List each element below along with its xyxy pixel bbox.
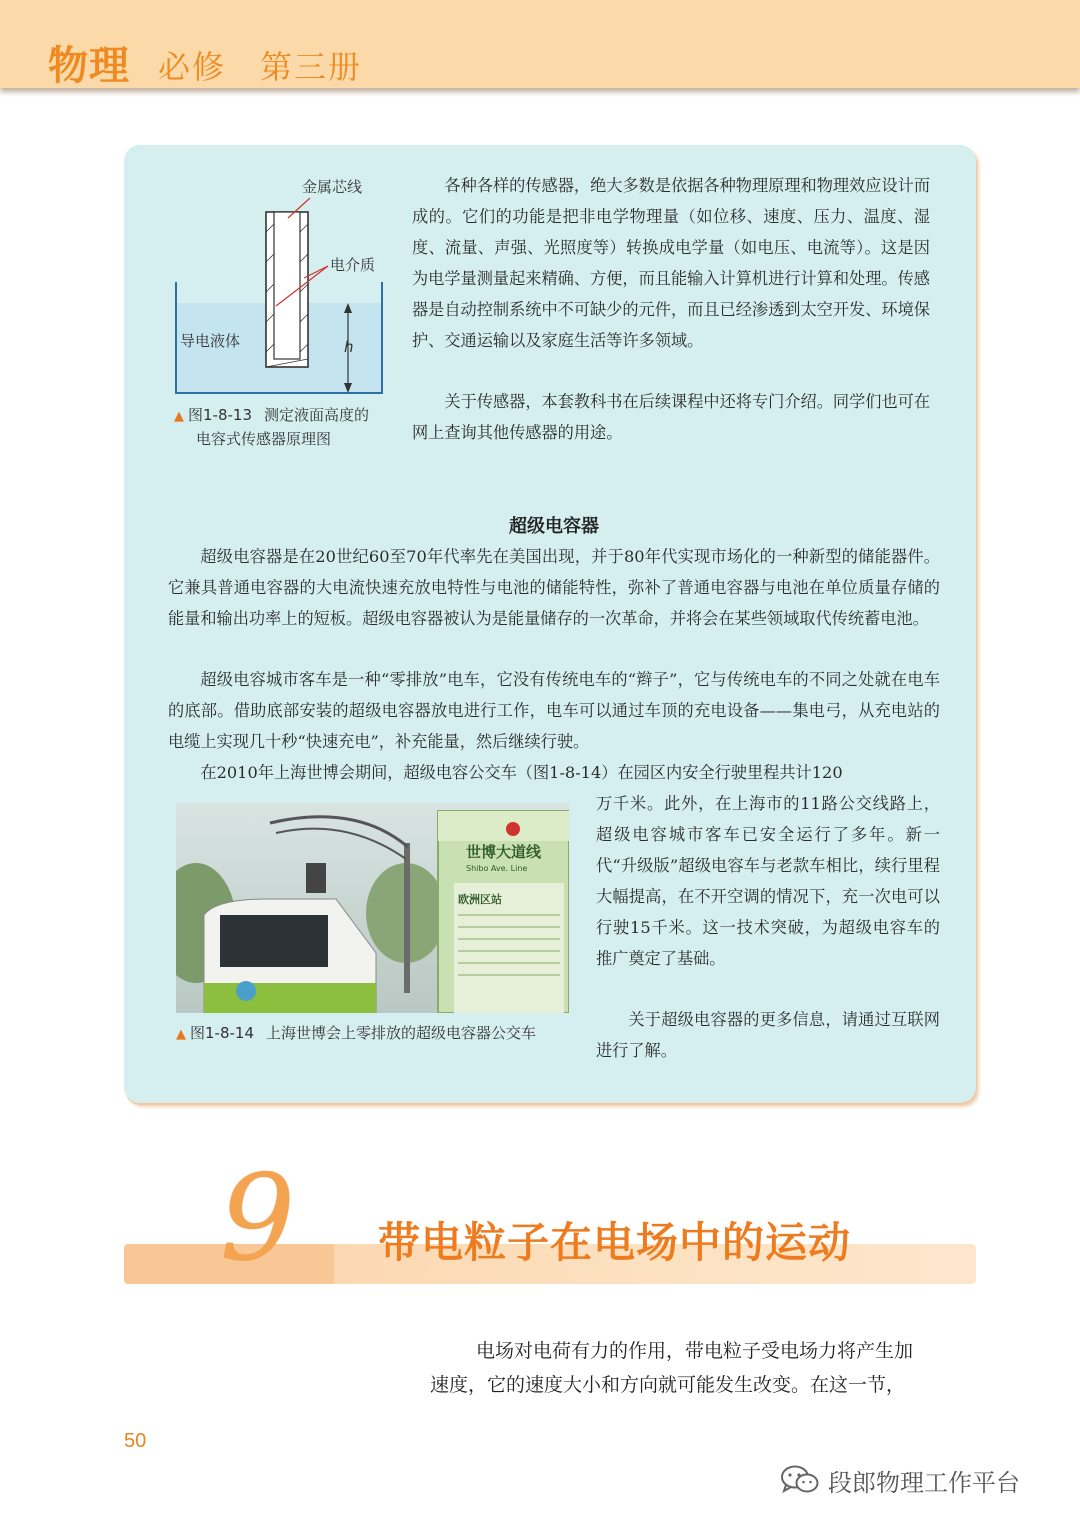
sign-station: 欧洲区站 — [458, 893, 502, 906]
book-subtitle: 必修 第三册 — [158, 48, 363, 86]
sign-title: 世博大道线 — [466, 843, 542, 861]
supercap-paragraph-2: 超级电容城市客车是一种“零排放”电车，它没有传统电车的“辫子”，它与传统电车的不同之处就在电车的底部。借助底部安装的超级电容器放电进行工作，电车可以通过车顶的充电设备——集电弓，从充电站的电缆上实现几十秒“快速充电”，补充能量，然后继续行驶。 — [168, 670, 940, 751]
section-body-line1: 电场对电荷有力的作用，带电粒子受电场力将产生加 — [476, 1340, 914, 1362]
dielectric-label: 电介质 — [330, 256, 376, 274]
watermark-text: 段郎物理工作平台 — [828, 1468, 1020, 1497]
intro-paragraph-1: 各种各样的传感器，绝大多数是依据各种物理原理和物理效应设计而成的。它们的功能是把非电学物理量（如位移、速度、压力、温度、湿度、流量、声强、光照度等）转换成电学量（如电压、电流等）。这是因为电学量测量起来精确、方便，而且能输入计算机进行计算和处理。传感器是自动控制系统中不可缺少的元件，而且已经渗透到太空开发、环境保护、交通运输以及家庭生活等许多领域。 — [412, 176, 931, 350]
book-title: 物理 — [48, 43, 130, 89]
page-number: 50 — [124, 1430, 147, 1452]
supercap-paragraph-1: 超级电容器是在20世纪60至70年代率先在美国出现，并于80年代实现市场化的一种新型的储能器件。它兼具普通电容器的大电流快速充放电特性与电池的储能特性，弥补了普通电容器与电池在单位质量存储的能量和输出功率上的短板。超级电容器被认为是能量储存的一次革命，并将会在某些领域取代传统蓄电池。 — [168, 547, 940, 628]
figure1-caption — [174, 404, 414, 451]
capacitive-sensor-diagram — [168, 172, 398, 412]
section-body — [430, 1334, 978, 1402]
section-title: 带电粒子在电场中的运动 — [378, 1218, 852, 1267]
sign-subtitle: Shibo Ave. Line — [466, 864, 528, 873]
metal-core — [274, 212, 300, 359]
wechat-icon — [780, 1464, 820, 1496]
figure1-caption-line2: 电容式传感器原理图 — [196, 430, 332, 448]
figure1-caption-line1: 测定液面高度的 — [264, 406, 370, 424]
figure2-number: 图1-8-14 — [190, 1024, 254, 1042]
page-header — [0, 0, 1080, 88]
figure2-caption-text: 上海世博会上零排放的超级电容器公交车 — [266, 1024, 537, 1042]
height-label: h — [344, 338, 354, 356]
supercap-bus-photo — [176, 803, 569, 1013]
figure2-caption — [176, 1022, 576, 1046]
supercap-title: 超级电容器 — [509, 516, 599, 537]
liquid-label: 导电液体 — [180, 332, 241, 350]
section-number: 9 — [220, 1149, 296, 1287]
supercap-paragraph-3-rest: 万千米。此外，在上海市的11路公交线路上，超级电容城市客车已安全运行了多年。新一代“升级版”超级电容车与老款车相比，续行里程大幅提高，在不开空调的情况下，充一次电可以行驶15千米。这一技术突破，为超级电容车的推广奠定了基础。 — [596, 794, 940, 968]
triangle-icon: ▲ — [176, 1027, 186, 1042]
supercap-paragraph-4: 关于超级电容器的更多信息，请通过互联网进行了解。 — [596, 1010, 940, 1060]
figure1-number: 图1-8-13 — [188, 406, 252, 424]
triangle-icon: ▲ — [174, 409, 184, 424]
supercap-paragraph-3-first-line: 在2010年上海世博会期间，超级电容公交车（图1-8-14）在园区内安全行驶里程共计120 — [200, 763, 843, 782]
watermark — [780, 1460, 1020, 1500]
intro-paragraph-2: 关于传感器，本套教科书在后续课程中还将专门介绍。同学们也可在网上查询其他传感器的用途。 — [412, 392, 931, 442]
core-label: 金属芯线 — [302, 178, 363, 196]
section-body-line2: 速度，它的速度大小和方向就可能发生改变。在这一节， — [430, 1374, 906, 1396]
